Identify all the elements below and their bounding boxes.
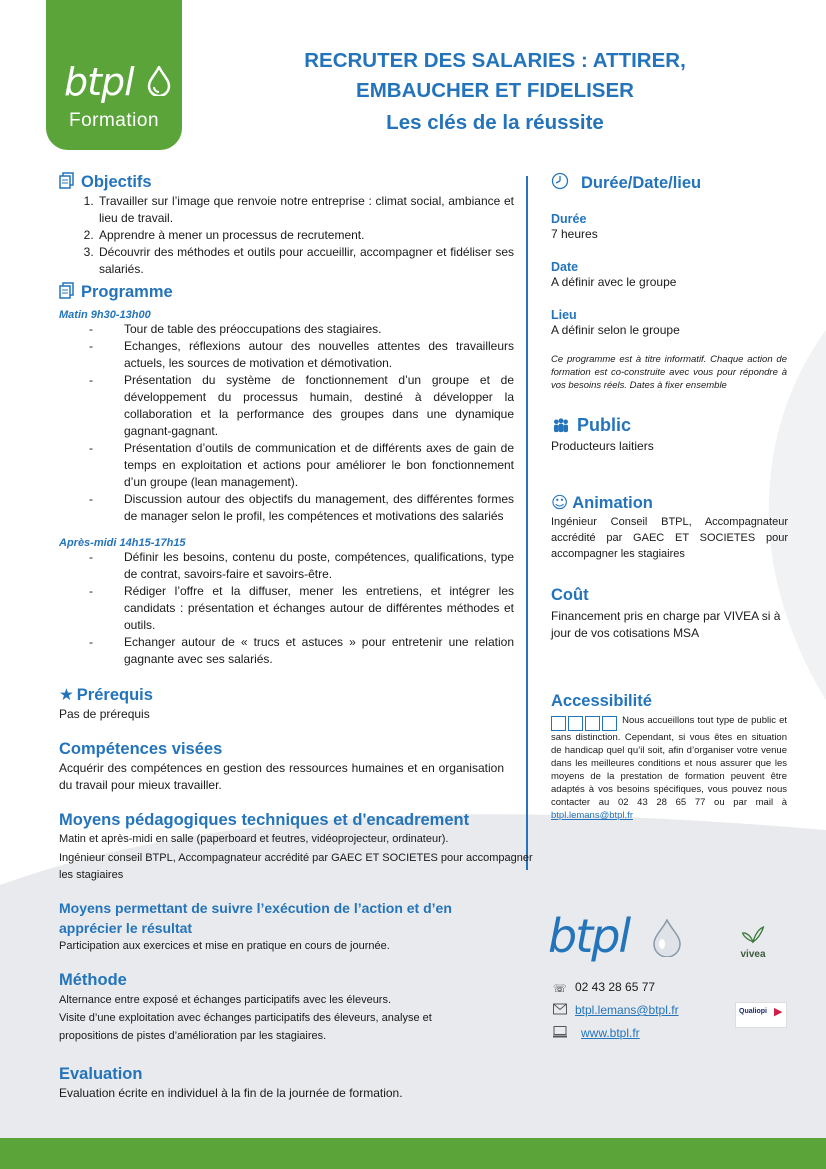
list-item: - Définir les besoins, contenu du poste, compétences, qualifications, type de contrat, savoirs-faire et savoirs-être. <box>87 549 514 583</box>
programme-note: Ce programme est à titre informatif. Chaque action de formation est co-construite avec vous pour répondre à vos besoins réels. Dates à fixer ensemble <box>551 354 787 391</box>
public-heading <box>551 414 791 436</box>
list-item: 3. Découvrir des méthodes et outils pour accueillir, accompagner et fidéliser ses salariés. <box>97 244 514 278</box>
accessibilite-body: Nous accueillons tout type de public et sans distinction. Cependant, si vous êtes en situation de handicap quel qu’il soit, afin d’organiser votre venue dans les meilleures conditions et nous assurer que les moyens de la prestation de formation peuvent être adaptés à vos besoins spécifiques, vous pouvez nous contacter au 02 43 28 65 77 ou par mail à <box>551 715 787 808</box>
duree-label: Durée <box>551 212 587 226</box>
computer-icon <box>553 1026 567 1038</box>
programme-heading <box>59 281 514 303</box>
methode-line-2: Visite d’une exploitation avec échanges participatifs des éleveurs, analyse et propositions de pistes d’amélioration par les stagiaires. <box>59 1012 432 1042</box>
methode-line-1: Alternance entre exposé et échanges participatifs avec les éleveurs. <box>59 994 392 1006</box>
left-column <box>59 171 533 1102</box>
objectifs-heading-text: Objectifs <box>81 173 152 191</box>
animation-heading <box>551 492 791 514</box>
mental-icon <box>585 716 600 731</box>
water-drop-icon <box>652 919 682 957</box>
clock-icon <box>551 172 569 190</box>
afternoon-list <box>87 549 514 668</box>
vivea-text: vivea <box>740 949 766 960</box>
wheelchair-icon <box>551 716 566 731</box>
star-icon: ★ <box>59 685 74 704</box>
logo-brand: btpl <box>64 60 134 104</box>
title-line-3: Les clés de la réussite <box>386 111 604 134</box>
contact-email-link[interactable]: btpl.lemans@btpl.fr <box>575 1003 679 1017</box>
objectifs-list <box>97 193 514 278</box>
envelope-icon <box>553 1003 567 1015</box>
list-item: - Rédiger l’offre et la diffuser, mener les entretiens, et intégrer les candidats : présentation et échanges autour de différentes méthodes et outils. <box>87 583 514 634</box>
people-icon <box>551 418 571 433</box>
contact-phone-text: 02 43 28 65 77 <box>575 980 656 994</box>
list-item: - Présentation d’outils de communication et de différents axes de gain de temps en exploitation et actions pour améliorer le bon fonctionnement d’un groupe (lean management). <box>87 440 514 491</box>
accessibilite-text <box>551 714 787 822</box>
title-line-2: EMBAUCHER ET FIDELISER <box>356 79 634 102</box>
programme-heading-text: Programme <box>81 283 173 301</box>
list-item: 1. Travailler sur l’image que renvoie notre entreprise : climat social, ambiance et lieu de travail. <box>97 193 514 227</box>
evaluation-text: Evaluation écrite en individuel à la fin de la journée de formation. <box>59 1086 403 1100</box>
duree-heading-text: Durée/Date/lieu <box>581 174 702 192</box>
animation-heading-text: Animation <box>572 494 653 512</box>
contact-brand: btpl <box>548 909 630 963</box>
moyens-heading: Moyens pédagogiques techniques et d'encadrement <box>59 811 470 829</box>
lieu-value: A définir selon le groupe <box>551 323 680 337</box>
list-item: - Echanges, réflexions autour des nouvelles attentes des travailleurs actuels, les sources de motivation et démotivation. <box>87 338 514 372</box>
afternoon-label: Après-midi 14h15-17h15 <box>59 537 186 549</box>
list-item: - Présentation du système de fonctionnement d’un groupe et de développement du processus humain, destiné à développer la collaboration et la performance des groupes dans une dynamique gagnant-gagnant. <box>87 372 514 440</box>
list-item: - Tour de table des préoccupations des stagiaires. <box>87 321 514 338</box>
contact-email <box>553 1003 679 1017</box>
moyens-line-2: Ingénieur conseil BTPL, Accompagnateur accrédité par GAEC ET SOCIETES pour accompagner les stagiaires <box>59 852 533 881</box>
phone-icon: ☏ <box>553 982 567 995</box>
animation-text: Ingénieur Conseil BTPL, Accompagnateur accrédité par GAEC ET SOCIETES pour accompagner les stagiaires <box>551 516 788 560</box>
hearing-icon <box>568 716 583 731</box>
duree-value: 7 heures <box>551 227 598 241</box>
footer-bar <box>0 1138 826 1169</box>
contact-website <box>553 1026 640 1040</box>
date-value: A définir avec le groupe <box>551 275 677 289</box>
document-title <box>240 46 750 138</box>
water-drop-icon <box>147 66 171 96</box>
list-item: - Discussion autour des objectifs du management, des différentes formes de manager selon le profil, les compétences et motivations des salariés <box>87 491 514 525</box>
title-line-1: RECRUTER DES SALARIES : ATTIRER, <box>304 49 686 72</box>
cout-heading: Coût <box>551 586 589 604</box>
document-icon <box>59 282 75 299</box>
right-column <box>551 171 791 822</box>
cout-text: Financement pris en charge par VIVEA si à jour de vos cotisations MSA <box>551 609 781 640</box>
date-label: Date <box>551 260 579 274</box>
vivea-logo <box>733 924 773 960</box>
competences-heading: Compétences visées <box>59 740 223 758</box>
competences-text: Acquérir des compétences en gestion des ressources humaines et en organisation du travail pour mieux travailler. <box>59 761 504 792</box>
suivi-heading: Moyens permettant de suivre l’exécution de l’action et d’en apprécier le résultat <box>59 900 452 936</box>
smiley-icon: ☺ <box>551 493 569 512</box>
contact-phone <box>553 980 655 994</box>
qualiopi-text: Qualiopi <box>739 1008 767 1015</box>
suivi-text: Participation aux exercices et mise en pratique en cours de journée. <box>59 940 390 952</box>
moyens-line-1: Matin et après-midi en salle (paperboard et feutres, vidéoprojecteur, ordinateur). <box>59 833 449 845</box>
morning-label: Matin 9h30-13h00 <box>59 309 151 321</box>
evaluation-heading: Evaluation <box>59 1065 143 1083</box>
list-item: - Echanger autour de « trucs et astuces » pour entretenir une relation gagnante avec ses salariés. <box>87 634 514 668</box>
accessibilite-email-link[interactable]: btpl.lemans@btpl.fr <box>551 809 633 821</box>
list-item: 2. Apprendre à mener un processus de recrutement. <box>97 227 514 244</box>
prerequis-heading <box>59 684 514 706</box>
qualiopi-logo <box>735 1002 787 1028</box>
lieu-label: Lieu <box>551 308 577 322</box>
document-icon <box>59 172 75 189</box>
contact-website-link[interactable]: www.btpl.fr <box>581 1026 640 1040</box>
prerequis-text: Pas de prérequis <box>59 707 150 721</box>
morning-list <box>87 321 514 525</box>
accessibility-icons <box>551 716 619 731</box>
duree-heading <box>551 172 791 194</box>
qualiopi-arrows-icon: ▶ <box>774 1005 783 1018</box>
column-divider <box>526 176 528 870</box>
objectifs-heading <box>59 171 514 193</box>
visual-icon <box>602 716 617 731</box>
public-heading-text: Public <box>577 415 632 435</box>
btpl-formation-logo <box>46 0 182 150</box>
btpl-logo-contact <box>548 905 688 975</box>
leaf-icon <box>740 924 766 944</box>
accessibilite-heading: Accessibilité <box>551 692 652 710</box>
logo-subtitle: Formation <box>68 110 160 131</box>
methode-heading: Méthode <box>59 971 127 989</box>
public-text: Producteurs laitiers <box>551 439 654 453</box>
prerequis-heading-text: Prérequis <box>76 686 153 704</box>
